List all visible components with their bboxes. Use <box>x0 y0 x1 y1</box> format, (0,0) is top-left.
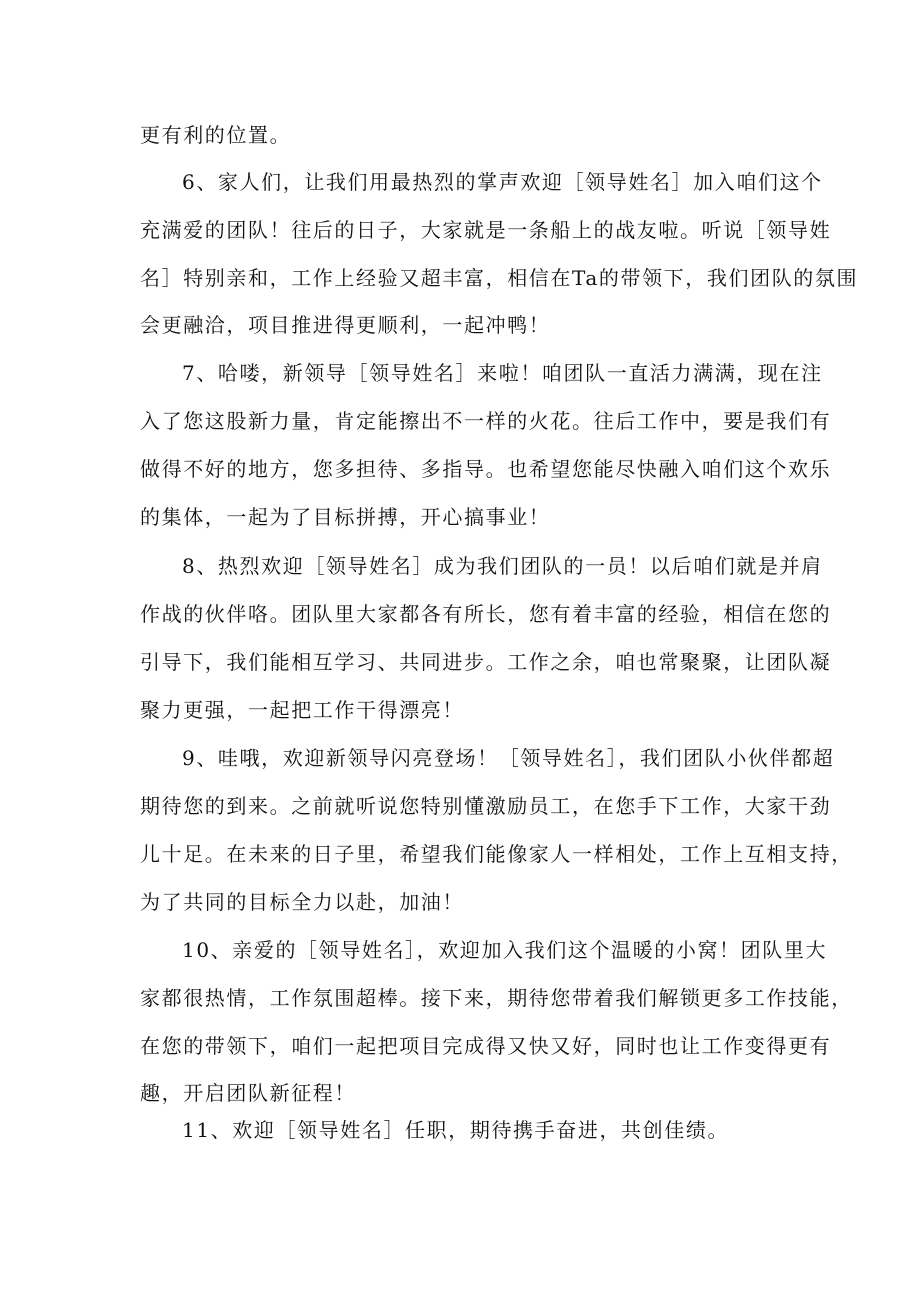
paragraph-9-line: 期待您的到来。之前就听说您特别懂激励员工，在您手下工作，大家干劲 <box>140 794 832 818</box>
paragraph-6-line: 6、家人们，让我们用最热烈的掌声欢迎［领导姓名］加入咱们这个 <box>182 170 823 194</box>
paragraph-6-line: 名］特别亲和，工作上经验又超丰富，相信在Ta的带领下，我们团队的氛围 <box>140 266 859 290</box>
paragraph-7-line: 做得不好的地方，您多担待、多指导。也希望您能尽快融入咱们这个欢乐 <box>140 457 832 481</box>
paragraph-10-line: 家都很热情，工作氛围超棒。接下来，期待您带着我们解锁更多工作技能， <box>140 986 853 1010</box>
paragraph-7-line: 7、哈喽，新领导［领导姓名］来啦！咱团队一直活力满满，现在注 <box>182 361 823 385</box>
paragraph-7-line: 的集体，一起为了目标拼搏，开心搞事业！ <box>140 505 551 529</box>
paragraph-9-line: 儿十足。在未来的日子里，希望我们能像家人一样相处，工作上互相支持， <box>140 842 853 866</box>
paragraph-7-line: 入了您这股新力量，肯定能擦出不一样的火花。往后工作中，要是我们有 <box>140 409 832 433</box>
paragraph-10-line: 10、亲爱的［领导姓名］，欢迎加入我们这个温暖的小窝！团队里大 <box>182 938 828 962</box>
paragraph-6-line: 会更融洽，项目推进得更顺利，一起冲鸭！ <box>140 313 551 337</box>
paragraph-10-line: 趣，开启团队新征程！ <box>140 1081 356 1105</box>
paragraph-8-line: 引导下，我们能相互学习、共同进步。工作之余，咱也常聚聚，让团队凝 <box>140 650 832 674</box>
paragraph-6-line: 充满爱的团队！往后的日子，大家就是一条船上的战友啦。听说［领导姓 <box>140 218 832 242</box>
paragraph-9-line: 为了共同的目标全力以赴，加油！ <box>140 890 464 914</box>
paragraph-8-line: 8、热烈欢迎［领导姓名］成为我们团队的一员！以后咱们就是并肩 <box>182 554 823 578</box>
paragraph-11-line: 11、欢迎［领导姓名］任职，期待携手奋进，共创佳绩。 <box>182 1118 730 1142</box>
paragraph-8-line: 聚力更强，一起把工作干得漂亮！ <box>140 698 464 722</box>
text-line: 更有利的位置。 <box>140 123 292 147</box>
paragraph-10-line: 在您的带领下，咱们一起把项目完成得又快又好，同时也让工作变得更有 <box>140 1034 832 1058</box>
paragraph-8-line: 作战的伙伴咯。团队里大家都各有所长，您有着丰富的经验，相信在您的 <box>140 602 832 626</box>
paragraph-9-line: 9、哇哦，欢迎新领导闪亮登场！［领导姓名］，我们团队小伙伴都超 <box>182 746 835 770</box>
